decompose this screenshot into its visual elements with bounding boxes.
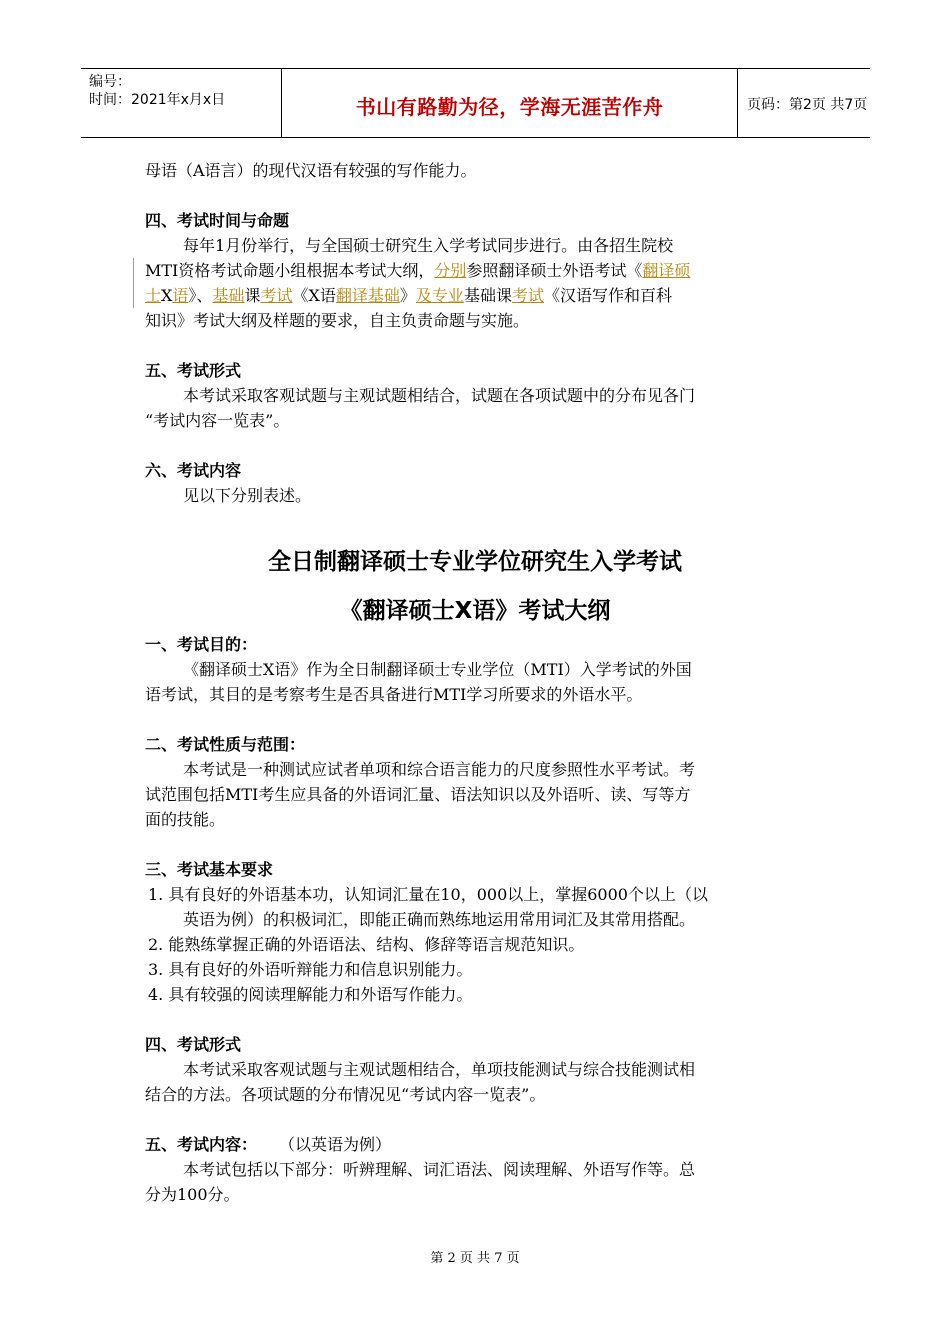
list-item: 1. 具有良好的外语基本功，认知词汇量在10，000以上，掌握6000个以上（以 [148, 885, 708, 904]
page-footer: 第 2 页 共 7 页 [430, 1251, 520, 1266]
section-heading-format: 四、考试形式 [145, 1035, 242, 1054]
text-span: 基础课 [463, 286, 512, 305]
link-text[interactable]: 翻译硕 [642, 261, 691, 280]
paragraph-line: 面的技能。 [145, 810, 226, 829]
document-title: 全日制翻译硕士专业学位研究生入学考试 [268, 549, 682, 575]
link-text[interactable]: 士 [145, 286, 162, 305]
link-text[interactable]: 语 [172, 286, 189, 305]
paragraph-line: 《翻译硕士X语》作为全日制翻译硕士专业学位（MTI）入学考试的外国 [183, 660, 692, 679]
link-text[interactable]: 翻译基础 [335, 286, 400, 305]
paragraph-line: 分为100分。 [145, 1185, 240, 1204]
section-heading-exam-content [145, 1133, 391, 1157]
text-span: X [161, 286, 173, 305]
page-label: 页码：第2页 共7页 [747, 97, 868, 113]
paragraph-line: 本考试采取客观试题与主观试题相结合，试题在各项试题中的分布见各门 [183, 386, 696, 405]
link-text[interactable]: 基础 [212, 286, 245, 305]
heading-note: （以英语为例） [287, 1135, 392, 1154]
paragraph-line: 语考试，其目的是考察考生是否具备进行MTI学习所要求的外语水平。 [145, 685, 643, 704]
text-span: 》 [399, 286, 416, 305]
paragraph-line: 见以下分别表述。 [183, 486, 312, 505]
revision-bar [133, 258, 134, 308]
header-page-cell [737, 69, 870, 137]
section-heading-form: 五、考试形式 [145, 361, 242, 380]
paragraph-line [145, 284, 672, 308]
section-heading-nature: 二、考试性质与范围： [145, 735, 306, 754]
paragraph-line: “考试内容一览表”。 [145, 411, 290, 430]
link-text[interactable]: 及专业 [415, 286, 464, 305]
text-span: 《X语 [292, 286, 336, 305]
paragraph-line [145, 259, 690, 283]
paragraph-line: 本考试是一种测试应试者单项和综合语言能力的尺度参照性水平考试。考 [183, 760, 696, 779]
text-span: 参照翻译硕士外语考试《 [466, 261, 643, 280]
text-span: 《汉语写作和百科 [543, 286, 672, 305]
header-motto-cell [281, 69, 738, 137]
paragraph-line: 本考试包括以下部分：听辨理解、词汇语法、阅读理解、外语写作等。总 [183, 1160, 696, 1179]
number-label: 编号： [89, 74, 131, 90]
header-info-cell [81, 69, 281, 137]
text-span: 课 [244, 286, 261, 305]
document-subtitle: 《翻译硕士X语》考试大纲 [339, 598, 611, 624]
text-span: 》、 [188, 286, 213, 305]
list-item: 3. 具有良好的外语听辩能力和信息识别能力。 [148, 960, 473, 979]
paragraph-line: 本考试采取客观试题与主观试题相结合，单项技能测试与综合技能测试相 [183, 1060, 696, 1079]
date-label: 时间：2021年x月x日 [89, 92, 226, 108]
list-item-continuation: 英语为例）的积极词汇，即能正确而熟练地运用常用词汇及其常用搭配。 [183, 910, 696, 929]
paragraph-line: 知识》考试大纲及样题的要求，自主负责命题与实施。 [145, 311, 530, 330]
section-heading-time: 四、考试时间与命题 [145, 211, 290, 230]
section-heading-requirements: 三、考试基本要求 [145, 860, 274, 879]
list-item: 2. 能熟练掌握正确的外语语法、结构、修辞等语言规范知识。 [148, 935, 585, 954]
paragraph-line: 试范围包括MTI考生应具备的外语词汇量、语法知识以及外语听、读、写等方 [145, 785, 691, 804]
paragraph-line: 结合的方法。各项试题的分布情况见“考试内容一览表”。 [145, 1085, 546, 1104]
text-span: MTI资格考试命题小组根据本考试大纲， [145, 261, 435, 280]
section-heading-purpose: 一、考试目的： [145, 635, 258, 654]
paragraph-line: 每年1月份举行，与全国硕士研究生入学考试同步进行。由各招生院校 [183, 236, 674, 255]
intro-line: 母语（A语言）的现代汉语有较强的写作能力。 [145, 161, 477, 180]
link-text[interactable]: 考试 [260, 286, 293, 305]
page-header [81, 68, 870, 138]
motto-text: 书山有路勤为径，学海无涯苦作舟 [355, 95, 664, 119]
list-item: 4. 具有较强的阅读理解能力和外语写作能力。 [148, 985, 473, 1004]
link-text[interactable]: 分别 [434, 261, 467, 280]
section-heading-content: 六、考试内容 [145, 461, 242, 480]
link-text[interactable]: 考试 [511, 286, 544, 305]
heading-text: 五、考试内容： [145, 1135, 258, 1154]
